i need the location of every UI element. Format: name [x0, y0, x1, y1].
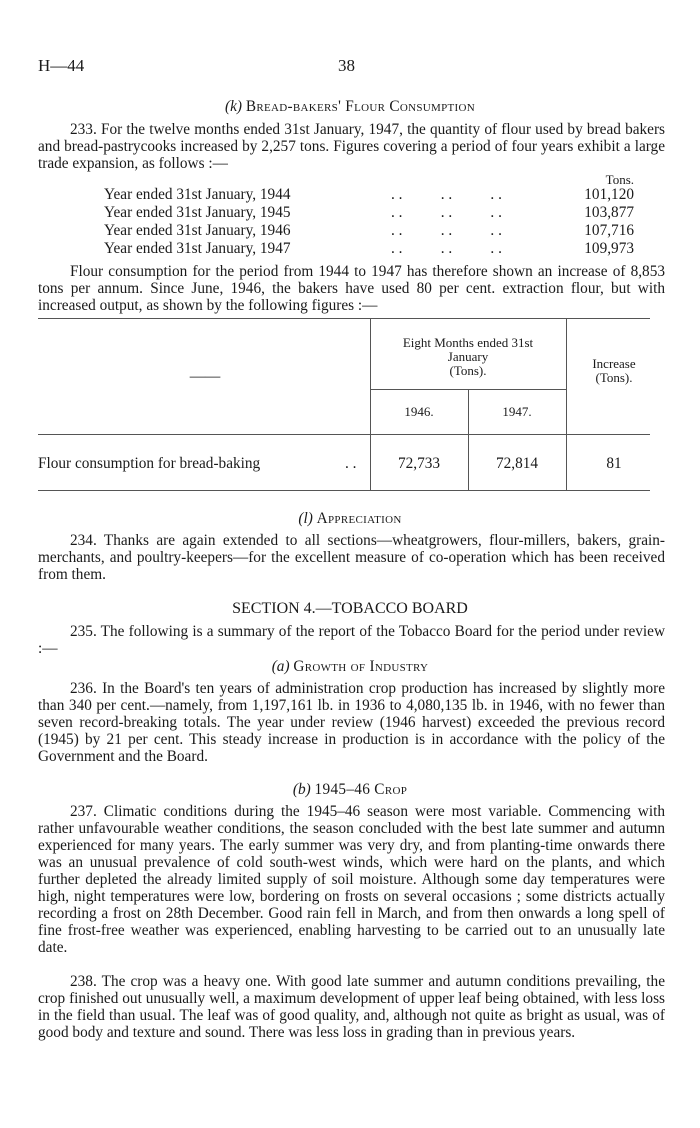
column-header-increase [566, 357, 662, 385]
table-stub-dash: —— [189, 368, 221, 385]
flour-row [104, 240, 634, 257]
row-leader-dots: . . . . . . [391, 186, 502, 203]
paragraph-238: 238. The crop was a heavy one. With good late summer and autumn conditions prevailing, the crop finished out unusually well, a maximum development of upper leaf being obtained, with less loss in the field than usual. The leaf was of good quality, and, although not quite as bright as usual, was of good body and texture and sound. There was less loss in grading than in previous years. [38, 973, 665, 1041]
flour-row [104, 204, 634, 221]
heading-appreciation [0, 510, 700, 527]
table-row-dots: . . [345, 455, 357, 472]
row-label: Year ended 31st January, 1947 [104, 240, 291, 257]
heading-text: Growth of Industry [293, 658, 429, 675]
row-label: Year ended 31st January, 1945 [104, 204, 291, 221]
page-number: 38 [338, 56, 355, 75]
row-value: 109,973 [584, 240, 634, 257]
row-leader-dots: . . . . . . [391, 222, 502, 239]
heading-text: Appreciation [316, 510, 402, 527]
increase-header-line: (Tons). [595, 370, 633, 385]
paragraph-234: 234. Thanks are again extended to all sections—wheatgrowers, flour-millers, bakers, grain-merchants, and poultry-keepers—for the excellent measure of co-operation which has been received from them. [38, 532, 665, 583]
heading-growth-of-industry [0, 658, 700, 675]
value-1946: 72,733 [397, 455, 441, 472]
table-header-rule [38, 434, 650, 435]
document-reference: H—44 [38, 56, 85, 75]
table-top-rule [38, 318, 650, 319]
paragraph-237: 237. Climatic conditions during the 1945–46 season were most variable. Commencing with rather unfavourable weather conditions, the season concluded with the best late summer and autumn experienced for many years. The early summer was very dry, and from planting-time onwards there was an unusual prevalence of cold south-west winds, which were hard on the plants, and which further depleted the already limited supply of soil moisture. Although some day temperatures were high, night temperatures were low, bordering on frosts on several occasions ; some districts actually recording a frost on 28th December. Good rain fell in March, and from then onwards a long spell of fine frost-free weather was experienced, enabling harvesting to be carried out to an unusually late date. [38, 803, 665, 956]
row-value: 103,877 [584, 204, 634, 221]
heading-letter: (l) [298, 510, 313, 527]
paragraph-233: 233. For the twelve months ended 31st January, 1947, the quantity of flour used by bread bakers and bread-pastrycooks increased by 2,257 tons. Figures covering a period of four years exhibit a large trade expansion, as follows :— [38, 121, 665, 172]
column-header-1946: 1946. [404, 404, 434, 419]
paragraph-236: 236. In the Board's ten years of administration crop production has increased by slightly more than 340 per cent.—namely, from 1,197,161 lb. in 1936 to 4,080,135 lb. in 1946, with no fewer than seven record-breaking totals. The year under review (1946 harvest) exceeded the previous record (1945) by 21 per cent. This steady increase in production is in accordance with the policy of the Government and the Board. [38, 680, 665, 765]
flour-row [104, 186, 634, 203]
table-bottom-rule [38, 490, 650, 491]
heading-text: 1945–46 Crop [314, 781, 408, 798]
column-header-1947: 1947. [502, 404, 532, 419]
row-leader-dots: . . . . . . [391, 204, 502, 221]
table-group-header [370, 336, 566, 378]
group-header-line: (Tons). [449, 363, 487, 378]
flour-row [104, 222, 634, 239]
heading-1945-46-crop [0, 781, 700, 798]
row-leader-dots: . . . . . . [391, 240, 502, 257]
paragraph-flour-increase: Flour consumption for the period from 1944 to 1947 has therefore shown an increase of 8,853 tons per annum. Since June, 1946, the bakers have used 80 per cent. extraction flour, but with increased output, as shown by the following figures :— [38, 263, 665, 314]
heading-letter: (b) [292, 781, 311, 798]
heading-section-4: SECTION 4.—TOBACCO BOARD [232, 600, 468, 617]
tons-column-header: Tons. [605, 172, 634, 187]
heading-letter: (k) [225, 98, 243, 115]
value-increase: 81 [606, 455, 622, 472]
row-label: Year ended 31st January, 1946 [104, 222, 291, 239]
row-value: 107,716 [584, 222, 634, 239]
table-row-label: Flour consumption for bread-baking [38, 455, 261, 472]
row-label: Year ended 31st January, 1944 [104, 186, 291, 203]
paragraph-235: 235. The following is a summary of the report of the Tobacco Board for the period under review :— [38, 623, 665, 657]
group-header-line: January [447, 349, 489, 364]
increase-header-line: Increase [592, 356, 636, 371]
group-header-line: Eight Months ended 31st [402, 335, 534, 350]
row-value: 101,120 [584, 186, 634, 203]
value-1947: 72,814 [495, 455, 539, 472]
heading-text: Bread-bakers' Flour Consumption [245, 98, 475, 115]
heading-letter: (a) [271, 658, 290, 675]
heading-bread-bakers [0, 98, 700, 115]
